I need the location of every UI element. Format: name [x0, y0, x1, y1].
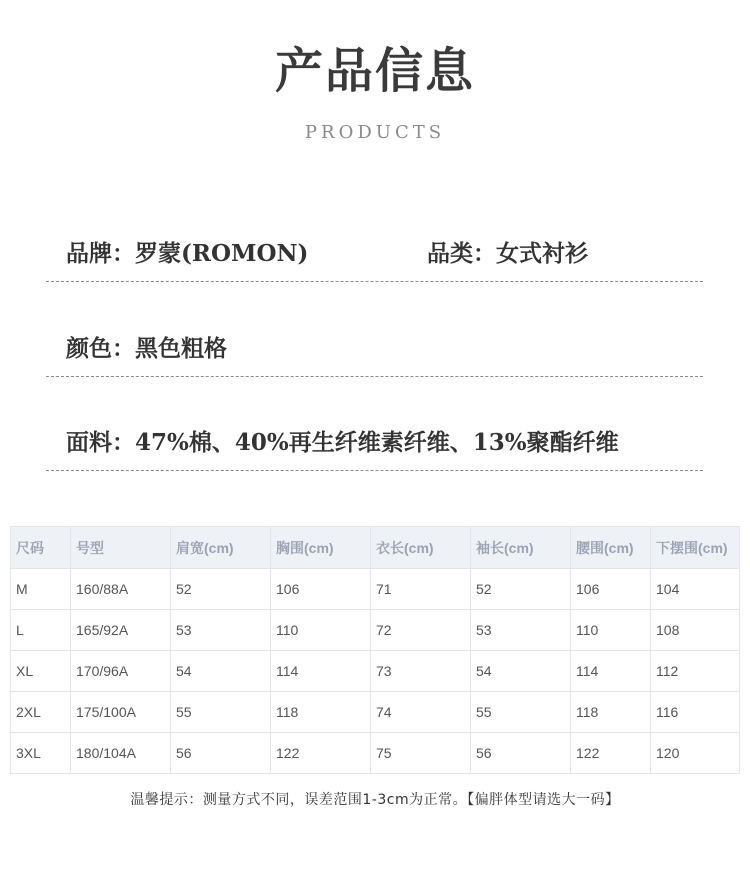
info-row-color — [46, 330, 703, 377]
table-cell: L — [11, 610, 71, 651]
table-cell: 106 — [571, 569, 651, 610]
table-cell: 2XL — [11, 692, 71, 733]
table-cell: 170/96A — [71, 651, 171, 692]
header-sleeve: 袖长(cm) — [471, 527, 571, 569]
table-cell: 118 — [571, 692, 651, 733]
category-text: 品类：女式衬衫 — [427, 240, 588, 267]
table-cell: 56 — [471, 733, 571, 774]
brand-text: 品牌：罗蒙(ROMON) — [66, 240, 309, 267]
table-cell: 53 — [471, 610, 571, 651]
table-cell: 122 — [571, 733, 651, 774]
table-cell: 106 — [271, 569, 371, 610]
table-cell: 114 — [571, 651, 651, 692]
header-length: 衣长(cm) — [371, 527, 471, 569]
size-note: 温馨提示：测量方式不同，误差范围1-3cm为正常。【偏胖体型请选大一码】 — [130, 792, 620, 808]
table-cell: 108 — [651, 610, 740, 651]
table-cell: 53 — [171, 610, 271, 651]
table-cell: 54 — [171, 651, 271, 692]
table-cell: 52 — [471, 569, 571, 610]
page-subtitle: PRODUCTS — [304, 122, 446, 143]
table-row — [11, 692, 740, 733]
table-row — [11, 569, 740, 610]
table-cell: XL — [11, 651, 71, 692]
table-cell: 71 — [371, 569, 471, 610]
table-cell: 55 — [171, 692, 271, 733]
table-cell: 116 — [651, 692, 740, 733]
info-row-fabric — [46, 424, 703, 471]
table-row — [11, 651, 740, 692]
table-cell: 73 — [371, 651, 471, 692]
table-cell: 160/88A — [71, 569, 171, 610]
table-cell: 74 — [371, 692, 471, 733]
table-cell: 110 — [271, 610, 371, 651]
size-table — [10, 526, 740, 774]
table-cell: 110 — [571, 610, 651, 651]
fabric-text: 面料：47%棉、40%再生纤维素纤维、13%聚酯纤维 — [66, 429, 619, 456]
table-cell: M — [11, 569, 71, 610]
table-cell: 52 — [171, 569, 271, 610]
table-row — [11, 733, 740, 774]
table-cell: 104 — [651, 569, 740, 610]
table-cell: 72 — [371, 610, 471, 651]
table-header-row — [11, 527, 740, 569]
table-cell: 56 — [171, 733, 271, 774]
header-hem: 下摆围(cm) — [651, 527, 740, 569]
table-cell: 122 — [271, 733, 371, 774]
table-cell: 55 — [471, 692, 571, 733]
header-waist: 腰围(cm) — [571, 527, 651, 569]
table-cell: 180/104A — [71, 733, 171, 774]
header-spec: 号型 — [71, 527, 171, 569]
color-text: 颜色：黑色粗格 — [66, 335, 227, 362]
header-size: 尺码 — [11, 527, 71, 569]
table-cell: 54 — [471, 651, 571, 692]
table-cell: 120 — [651, 733, 740, 774]
table-cell: 114 — [271, 651, 371, 692]
table-cell: 165/92A — [71, 610, 171, 651]
info-row-brand-category — [46, 235, 703, 282]
table-cell: 75 — [371, 733, 471, 774]
table-cell: 112 — [651, 651, 740, 692]
table-cell: 118 — [271, 692, 371, 733]
table-cell: 175/100A — [71, 692, 171, 733]
page-title: 产品信息 — [274, 43, 475, 99]
header-bust: 胸围(cm) — [271, 527, 371, 569]
table-cell: 3XL — [11, 733, 71, 774]
table-row — [11, 610, 740, 651]
header-shoulder: 肩宽(cm) — [171, 527, 271, 569]
